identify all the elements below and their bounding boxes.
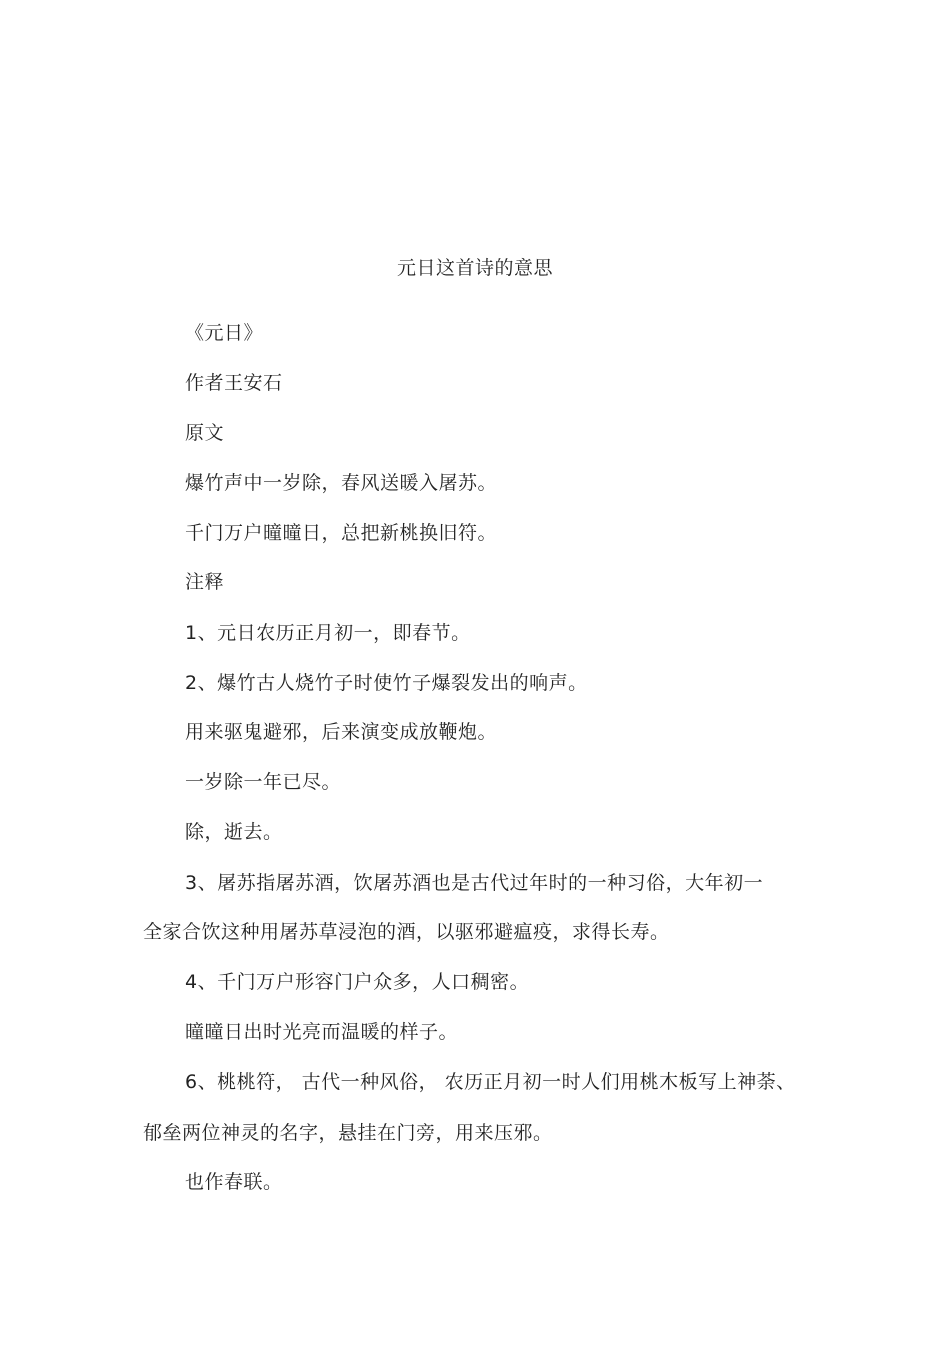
poem-title-line: 《元日》	[185, 322, 264, 344]
note-line: 6、桃桃符， 古代一种风俗， 农历正月初一时人们用桃木板写上神荼、	[185, 1071, 796, 1093]
note-line: 2、爆竹古人烧竹子时使竹子爆裂发出的响声。	[185, 672, 588, 694]
note-line-continued: 郁垒两位神灵的名字，悬挂在门旁，用来压邪。	[143, 1122, 553, 1144]
note-line: 曈曈日出时光亮而温暖的样子。	[185, 1021, 459, 1043]
note-line-continued: 全家合饮这种用屠苏草浸泡的酒，以驱邪避瘟疫，求得长寿。	[143, 921, 670, 943]
poem-verse-1: 爆竹声中一岁除，春风送暖入屠苏。	[185, 472, 498, 494]
note-line: 4、千门万户形容门户众多，人口稠密。	[185, 971, 530, 993]
section-heading-notes: 注释	[185, 571, 225, 593]
note-line: 用来驱鬼避邪，后来演变成放鞭炮。	[185, 721, 498, 743]
document-title: 元日这首诗的意思	[396, 257, 553, 279]
poem-verse-2: 千门万户曈曈日，总把新桃换旧符。	[185, 522, 498, 544]
author-line: 作者王安石	[185, 372, 283, 394]
section-heading-original: 原文	[185, 422, 225, 444]
note-line: 一岁除一年已尽。	[185, 771, 342, 793]
note-line: 除，逝去。	[185, 821, 283, 843]
note-line: 3、屠苏指屠苏酒，饮屠苏酒也是古代过年时的一种习俗，大年初一	[185, 872, 764, 894]
note-line: 也作春联。	[185, 1171, 283, 1193]
note-line: 1、元日农历正月初一，即春节。	[185, 622, 471, 644]
